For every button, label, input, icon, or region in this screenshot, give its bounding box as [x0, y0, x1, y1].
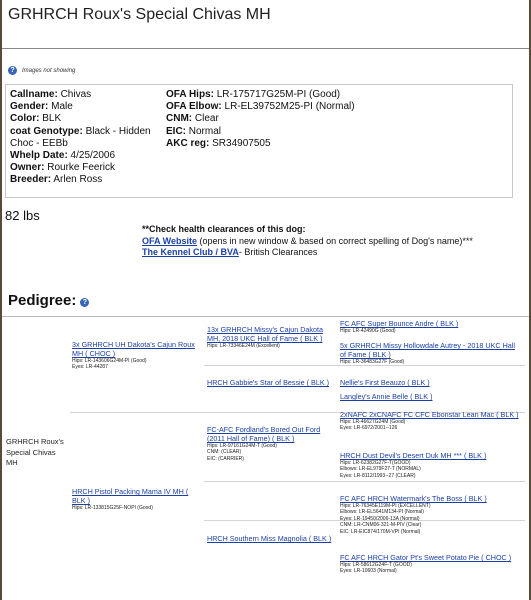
info-gender: Gender: Male [10, 101, 73, 113]
g3-7-eic: EIC: LR-EIC874/170M-VPI (Normal) [340, 528, 421, 535]
help-icon[interactable]: ? [8, 66, 17, 75]
grandsire-paternal-hips: Hips: LR-73346E24M (Excellent) [207, 343, 280, 349]
g3-2-hips: Hips: LR-36483G27F (Good) [340, 359, 405, 365]
info-eic: EIC: Normal [166, 125, 222, 137]
sire-hips: Hips: LR-143606G24M-PI (Good) [72, 358, 147, 364]
g3-7-link[interactable]: FC AFC HRCH Watermark's The Boss ( BLK ) [340, 494, 487, 503]
health-clearances [142, 224, 512, 259]
grandsire-maternal-cnm: CNM: (CLEAR) [207, 449, 242, 456]
info-breeder: Breeder: Arlen Ross [10, 174, 103, 186]
info-ofa-hips: OFA Hips: LR-175717G25M-PI (Good) [166, 89, 341, 100]
g3-8-hips: Hips: LR-58612G24F-T (GOOD) [340, 562, 412, 568]
kc-note: - British Clearances [238, 247, 318, 257]
info-ofa-elbow: OFA Elbow: LR-EL39752M25-PI (Normal) [166, 101, 355, 113]
title-divider [2, 48, 529, 49]
g3-6-hips: Hips: LR-62382G27F-T(GOOD) [340, 460, 411, 466]
grandsire-maternal-eic: EIC: (CARRIER) [207, 455, 244, 462]
g3-7-elbows: Elbows: LR-EL5641M134-PI (Normal) [340, 509, 424, 516]
pedigree-g3-4 [340, 392, 522, 401]
dam-hips: Hips: LR-133815G25F-NOPI (Good) [72, 505, 153, 511]
g3-5-link[interactable]: 2xNAFC 2xCNAFC FC CFC Ebonstar Lean Mac ( BLK ) [340, 410, 519, 419]
g3-8-eyes: Eyes: LR-10603 (Normal) [340, 568, 397, 575]
dog-info-box [5, 84, 513, 198]
g3-5-eyes: Eyes: LR-6972/2001--126 [340, 425, 398, 432]
g3-1-hips: Hips: LR-42490G (Good) [340, 328, 396, 334]
g3-5-hips: Hips: LR-46627G24M (Good) [340, 419, 406, 425]
ofa-website-link[interactable]: OFA Website [142, 235, 198, 246]
sire-link[interactable]: 3x GRHRCH UH Dakota's Cajun Roux MH ( CHOC ) [72, 340, 195, 358]
g3-7-cnm: CNM: LR-CNM06-321-M-PIV (Clear) [340, 522, 422, 529]
pedigree-g3-5 [340, 410, 522, 432]
pedigree-g3-1 [340, 319, 522, 334]
pedigree-g3-3 [340, 378, 522, 387]
subject-dog-name: GRHRCH Roux's Special Chivas MH [6, 437, 64, 467]
dog-weight: 82 lbs [5, 208, 40, 223]
pedigree-grandsire-paternal [207, 325, 335, 349]
kc-line [142, 247, 512, 259]
grandsire-maternal-hips: Hips: LR-97161G24M-T (Good) [207, 443, 277, 449]
granddam-maternal-link[interactable]: HRCH Southern Miss Magnolia ( BLK ) [207, 534, 332, 543]
kennel-club-link[interactable]: The Kennel Club / BVA [142, 247, 239, 257]
grandsire-maternal-link[interactable]: FC-AFC Fordland's Bored Out Ford (2011 Hall of Fame) ( BLK ) [207, 425, 321, 443]
pedigree-divider [2, 316, 529, 317]
pedigree-sire [72, 340, 200, 371]
g3-8-link[interactable]: FC AFC HRCH Gator Pt's Sweet Potato Pie ( CHOC ) [340, 553, 512, 562]
granddam-paternal-link[interactable]: HRCH Gabbie's Star of Bessie ( BLK ) [207, 378, 330, 387]
info-callname: Callname: Chivas [10, 89, 92, 100]
g3-6-eyes: Eyes: LR-8112/1993--27 (CLEAR) [340, 472, 416, 479]
pedigree-dam [72, 487, 200, 511]
ofa-line [142, 236, 512, 248]
dam-link[interactable]: HRCH Pistol Packing Mama IV MH ( BLK ) [72, 487, 189, 505]
info-akc-reg: AKC reg: SR34907505 [166, 137, 271, 149]
info-column-left [10, 89, 160, 187]
info-column-right [166, 89, 506, 150]
pedigree-heading [8, 292, 89, 309]
pedigree-granddam-maternal [207, 534, 335, 543]
g3-4-link[interactable]: Langley's Annie Belle ( BLK ) [340, 392, 433, 401]
info-color: Color: BLK [10, 113, 62, 125]
g3-1-link[interactable]: FC AFC Super Bounce Andre ( BLK ) [340, 319, 459, 328]
info-owner: Owner: Rourke Feerick [10, 162, 116, 174]
pedigree-g3-7 [340, 494, 522, 535]
pedigree-g3-2 [340, 341, 522, 365]
info-coat-genotype: coat Genotype: Black - Hidden Choc - EEBb [10, 125, 151, 149]
pedigree-granddam-paternal [207, 378, 335, 387]
sire-eyes: Eyes: LR-44287 [72, 364, 108, 371]
g3-2-link[interactable]: 5x GRHRCH Missy Hollowdale Autrey - 2018 UKC Hall of Fame ( BLK ) [340, 341, 515, 359]
page-title: GRHRCH Roux's Special Chivas MH [8, 6, 271, 23]
window-frame-left [0, 0, 2, 600]
pedigree-title: Pedigree: [8, 292, 77, 309]
health-heading: **Check health clearances of this dog: [142, 224, 306, 234]
info-cnm: CNM: Clear [166, 113, 219, 125]
g3-6-link[interactable]: HRCH Dust Devil's Desert Duk MH *** ( BLK ) [340, 451, 487, 460]
ofa-note: (opens in new window & based on correct spelling of Dog's name)*** [197, 235, 473, 246]
pedigree-grandsire-maternal [207, 425, 335, 462]
pedigree-g3-6 [340, 451, 522, 479]
g3-3-link[interactable]: Nellie's First Beauzo ( BLK ) [340, 378, 430, 387]
g3-7-hips: Hips: LR-76345E119M-PI (EXCELLENT) [340, 503, 431, 509]
g3-6-elbows: Elbows: LR-EL979F27-T (NORMAL) [340, 466, 421, 473]
g3-7-eyes: Eyes: LR-19450/2006-13A (Normal) [340, 515, 420, 522]
image-missing-text: Images not showing [22, 67, 76, 74]
grandsire-paternal-link[interactable]: 13x GRHRCH Missy's Cajun Dakota MH, 2018 UKC Hall of Fame ( BLK ) [207, 325, 324, 343]
image-missing-note[interactable] [8, 66, 75, 75]
pedigree-row-divider [204, 481, 525, 482]
pedigree-g3-8 [340, 553, 522, 575]
help-icon[interactable]: ? [80, 298, 89, 307]
info-whelp-date: Whelp Date: 4/25/2006 [10, 150, 116, 162]
